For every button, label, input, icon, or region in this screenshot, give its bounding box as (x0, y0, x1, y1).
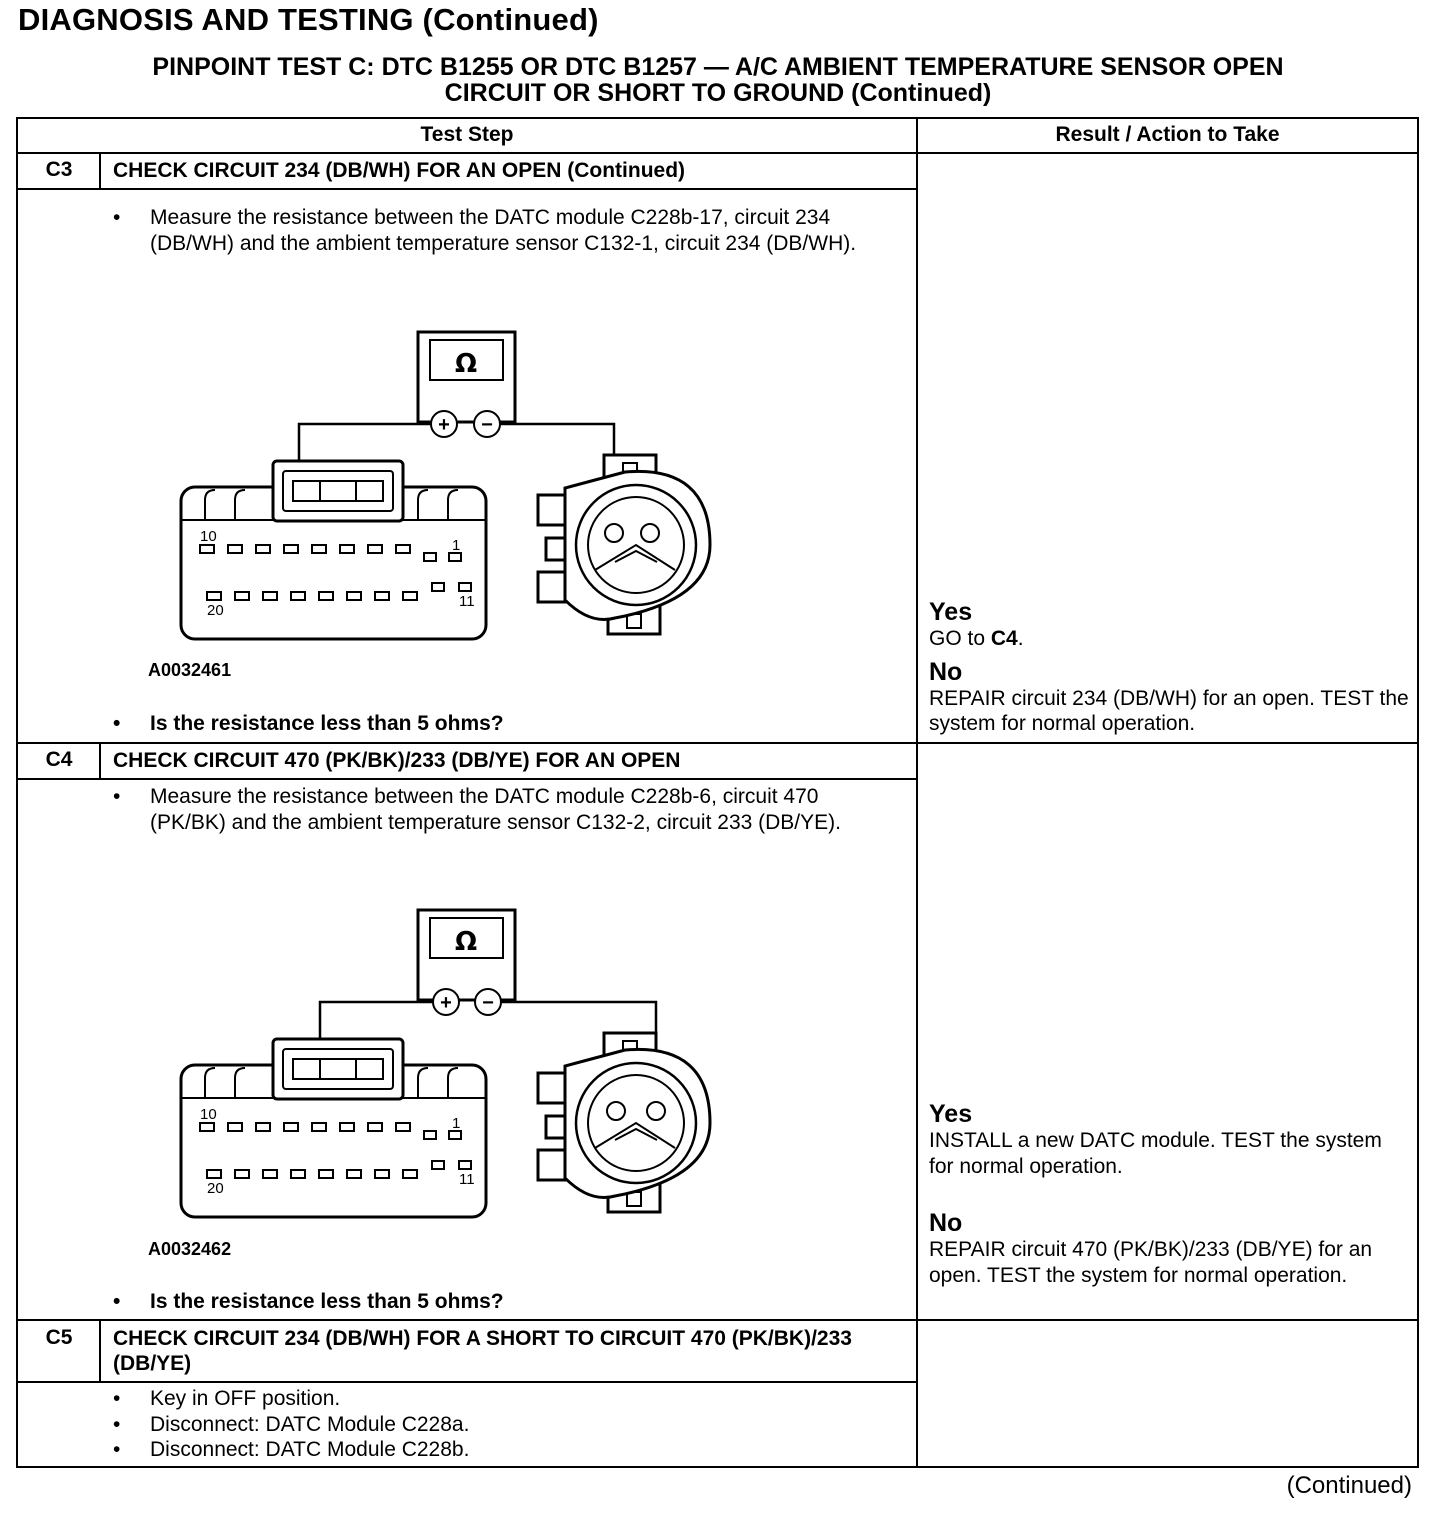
c3-question-list (108, 711, 908, 737)
page-title: DIAGNOSIS AND TESTING (Continued) (18, 2, 599, 37)
c4-instruction: • Measure the resistance between the DATC module C228b-6, circuit 470 (PK/BK) and the ambient temperature sensor C132-2, circuit 233 (DB/YE). (108, 784, 888, 835)
pin-label-1: 1 (452, 537, 461, 554)
pinpoint-test-title (18, 54, 1418, 106)
column-header-test-step: Test Step (420, 123, 514, 146)
c3-instructions (108, 205, 868, 256)
c3-yes-label: Yes (929, 598, 973, 626)
continued-note: (Continued) (1286, 1472, 1412, 1499)
c3-title-divider (16, 188, 918, 190)
ohm-symbol: Ω (454, 349, 478, 379)
c4-no-label: No (929, 1209, 963, 1237)
c4-instructions (108, 784, 888, 835)
pin-label-20: 20 (207, 1180, 224, 1197)
step-id-c5: C5 (45, 1326, 73, 1349)
minus-symbol: − (482, 992, 494, 1014)
test-title-line-2: CIRCUIT OR SHORT TO GROUND (Continued) (444, 79, 992, 107)
minus-symbol: − (481, 414, 493, 436)
c3-meter-diagram (170, 330, 730, 650)
pin-label-11: 11 (459, 593, 475, 610)
c3-figure-id: A0032461 (148, 660, 232, 680)
ambient-temperature-sensor (538, 455, 710, 634)
column-header-result: Result / Action to Take (1055, 123, 1280, 146)
link-step-c4[interactable]: C4 (990, 627, 1018, 650)
c4-no-action: REPAIR circuit 470 (PK/BK)/233 (DB/YE) for an open. TEST the system for normal operation. (929, 1238, 1373, 1287)
c4-meter-diagram (170, 908, 730, 1228)
plus-symbol: + (440, 992, 452, 1014)
c5-instructions (108, 1386, 908, 1463)
c3-no-action: REPAIR circuit 234 (DB/WH) for an open. TEST the system for normal operation. (929, 686, 1409, 735)
step-id-c3: C3 (45, 158, 73, 181)
c3-question: • Is the resistance less than 5 ohms? (108, 711, 908, 737)
step-title-c5: CHECK CIRCUIT 234 (DB/WH) FOR A SHORT TO CIRCUIT 470 (PK/BK)/233 (DB/YE) (113, 1327, 852, 1375)
c4-question: • Is the resistance less than 5 ohms? (108, 1289, 908, 1315)
c4-question-list (108, 1289, 908, 1315)
c4-yes-action: INSTALL a new DATC module. TEST the system for normal operation. (929, 1129, 1382, 1178)
c4-figure-id: A0032462 (148, 1239, 232, 1259)
c3-yes-action-prefix: GO to (929, 627, 991, 650)
pin-label-11: 11 (459, 1171, 475, 1188)
c3-yes-action (929, 626, 1409, 652)
pin-label-10: 10 (200, 528, 217, 545)
step-title-c4: CHECK CIRCUIT 470 (PK/BK)/233 (DB/YE) FOR AN OPEN (113, 749, 681, 772)
header-divider (16, 152, 1419, 154)
c5-bullet: • Disconnect: DATC Module C228a. (108, 1412, 908, 1438)
c5-bullet: • Key in OFF position. (108, 1386, 908, 1412)
c5-title-divider (16, 1381, 918, 1383)
c4-result (929, 1100, 1409, 1288)
c3-yes-action-suffix: . (1017, 627, 1024, 650)
c3-c4-divider (16, 742, 1419, 744)
plus-symbol: + (438, 414, 450, 436)
column-divider (916, 117, 918, 1468)
step-title-c3: CHECK CIRCUIT 234 (DB/WH) FOR AN OPEN (Continued) (113, 159, 686, 182)
pin-label-1: 1 (452, 1115, 461, 1132)
c3-instruction: • Measure the resistance between the DATC module C228b-17, circuit 234 (DB/WH) and the ambient temperature sensor C132-1, circuit 234 (DB/WH). (108, 205, 868, 256)
ohm-symbol: Ω (454, 927, 478, 957)
c3-no-label: No (929, 657, 963, 686)
c3-result (929, 598, 1409, 737)
ambient-temperature-sensor (538, 1033, 710, 1212)
step-id-c4: C4 (45, 748, 73, 771)
c4-c5-divider (16, 1319, 1419, 1321)
pin-label-20: 20 (207, 602, 224, 619)
c4-yes-label: Yes (929, 1100, 973, 1128)
pin-label-10: 10 (200, 1106, 217, 1123)
c5-bullet: • Disconnect: DATC Module C228b. (108, 1437, 908, 1463)
test-title-line-1: PINPOINT TEST C: DTC B1255 OR DTC B1257 — A/C AMBIENT TEMPERATURE SENSOR OPEN (152, 53, 1284, 81)
c4-title-divider (16, 778, 918, 780)
